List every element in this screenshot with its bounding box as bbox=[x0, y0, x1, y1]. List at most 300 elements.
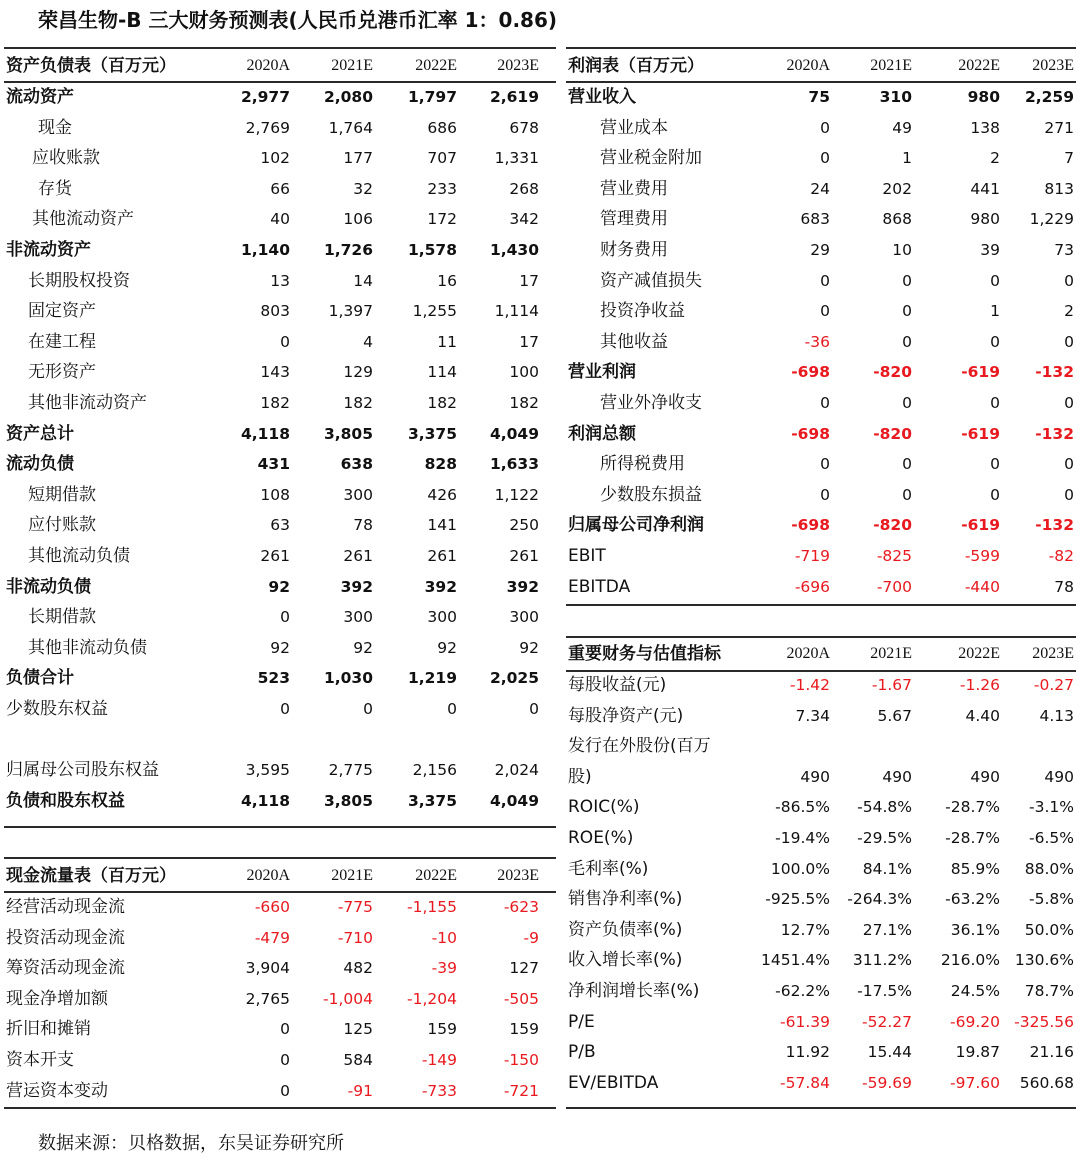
balance-cell: 686 bbox=[427, 118, 457, 137]
metrics-cell: -1.26 bbox=[959, 676, 1000, 694]
income-table-row bbox=[566, 419, 1078, 450]
balance-cell: 32 bbox=[353, 179, 373, 198]
income-cell: 0 bbox=[820, 455, 830, 474]
balance-cell: 2,156 bbox=[412, 761, 457, 780]
income-cell: 1 bbox=[990, 302, 1000, 321]
income-cell: 310 bbox=[879, 88, 912, 106]
metrics-year-header: 2020A bbox=[786, 645, 830, 662]
balance-cell: 177 bbox=[343, 149, 373, 168]
balance-row-label: 资产总计 bbox=[6, 423, 74, 444]
balance-cell: 1,255 bbox=[412, 302, 457, 321]
metrics-cell: -62.2% bbox=[775, 981, 830, 1000]
cashflow-cell: -721 bbox=[503, 1081, 539, 1100]
income-cell: 683 bbox=[800, 210, 830, 229]
income-cell: 0 bbox=[990, 332, 1000, 351]
balance-table-row bbox=[4, 174, 558, 205]
balance-cell: 250 bbox=[509, 516, 539, 535]
income-cell: 0 bbox=[1064, 393, 1074, 412]
balance-cell: 261 bbox=[509, 546, 539, 565]
metrics-cell: 4.13 bbox=[1039, 706, 1074, 725]
balance-row-label: 非流动负债 bbox=[6, 576, 91, 597]
balance-table-row bbox=[4, 724, 558, 755]
income-cell: -132 bbox=[1035, 424, 1074, 443]
balance-cell: 261 bbox=[427, 546, 457, 565]
balance-cell: 300 bbox=[427, 608, 457, 627]
cashflow-row-label: 投资活动现金流 bbox=[6, 927, 125, 948]
income-row-label: 营业外净收支 bbox=[600, 392, 702, 413]
balance-cell: 678 bbox=[509, 118, 539, 137]
balance-cell: 261 bbox=[260, 546, 290, 565]
balance-cell: 1,578 bbox=[407, 240, 457, 259]
balance-cell: 3,805 bbox=[323, 424, 373, 443]
balance-row-label: 长期借款 bbox=[28, 607, 96, 628]
metrics-cell: 5.67 bbox=[877, 706, 912, 725]
metrics-cell: -19.4% bbox=[775, 828, 830, 847]
balance-cell: 3,595 bbox=[245, 761, 290, 780]
income-header-label: 利润表（百万元） bbox=[568, 56, 704, 76]
metrics-row-label: 收入增长率(%) bbox=[568, 950, 683, 971]
income-year-header: 2022E bbox=[958, 57, 1000, 74]
income-cell: 10 bbox=[892, 240, 912, 259]
metrics-cell: -1.42 bbox=[789, 676, 830, 694]
balance-cell: 426 bbox=[427, 485, 457, 504]
balance-cell: 1,140 bbox=[240, 240, 290, 259]
cashflow-table-row bbox=[4, 953, 558, 984]
metrics-cell: 85.9% bbox=[950, 859, 1000, 878]
metrics-cell: 490 bbox=[800, 767, 830, 786]
cashflow-cell: -150 bbox=[503, 1050, 539, 1069]
cashflow-year-header: 2022E bbox=[415, 867, 457, 884]
income-row-label: 利润总额 bbox=[568, 423, 636, 444]
cashflow-row-label: 折旧和摊销 bbox=[6, 1019, 91, 1040]
balance-row-label: 负债合计 bbox=[6, 668, 74, 689]
income-table-row bbox=[566, 388, 1078, 419]
balance-cell: 2,619 bbox=[489, 88, 539, 106]
metrics-header-label: 重要财务与估值指标 bbox=[568, 644, 721, 664]
balance-cell: 2,977 bbox=[240, 88, 290, 106]
balance-cell: 4,049 bbox=[489, 791, 539, 810]
metrics-row-label: ROE(%) bbox=[568, 827, 634, 848]
balance-cell: 92 bbox=[268, 577, 290, 596]
income-row-label: 所得税费用 bbox=[600, 454, 685, 475]
balance-table-row bbox=[4, 602, 558, 633]
balance-cell: 17 bbox=[519, 332, 539, 351]
income-year-header: 2023E bbox=[1032, 57, 1074, 74]
income-cell: 0 bbox=[990, 485, 1000, 504]
income-table-row bbox=[566, 510, 1078, 541]
metrics-cell: -325.56 bbox=[1014, 1012, 1074, 1031]
metrics-row-label: ROIC(%) bbox=[568, 797, 640, 818]
income-table-row bbox=[566, 235, 1078, 266]
cashflow-cell: -623 bbox=[503, 898, 539, 916]
balance-cell: 1,797 bbox=[407, 88, 457, 106]
metrics-row-label: 发行在外股份(百万 bbox=[568, 736, 711, 757]
income-year-header: 2020A bbox=[786, 57, 830, 74]
income-cell: -619 bbox=[961, 516, 1000, 535]
balance-row-label: 负债和股东权益 bbox=[6, 790, 125, 811]
income-cell: 0 bbox=[990, 455, 1000, 474]
balance-cell: 0 bbox=[280, 699, 290, 718]
metrics-cell: -29.5% bbox=[857, 828, 912, 847]
data-source-note: 数据来源：贝格数据，东吴证券研究所 bbox=[38, 1133, 344, 1154]
balance-table-row bbox=[4, 388, 558, 419]
cashflow-cell: -710 bbox=[337, 928, 373, 947]
metrics-row-label: 每股收益(元) bbox=[568, 675, 667, 695]
cashflow-cell: 3,904 bbox=[245, 959, 290, 978]
cashflow-cell: -1,155 bbox=[407, 898, 457, 916]
balance-cell: 0 bbox=[280, 608, 290, 627]
income-cell: -825 bbox=[876, 546, 912, 565]
balance-row-label: 无形资产 bbox=[28, 362, 96, 383]
income-cell: -698 bbox=[791, 424, 830, 443]
metrics-cell: 490 bbox=[970, 767, 1000, 786]
balance-cell: 143 bbox=[260, 363, 290, 382]
balance-cell: 342 bbox=[509, 210, 539, 229]
income-cell: 0 bbox=[820, 271, 830, 290]
cashflow-cell: 584 bbox=[343, 1050, 373, 1069]
income-row-label: 少数股东损益 bbox=[600, 484, 702, 505]
income-table-row bbox=[566, 480, 1078, 511]
balance-row-label: 少数股东权益 bbox=[6, 698, 108, 719]
balance-row-label: 在建工程 bbox=[28, 331, 96, 352]
metrics-table-row bbox=[566, 701, 1078, 732]
cashflow-table-row bbox=[4, 892, 558, 923]
balance-cell: 92 bbox=[519, 638, 539, 657]
metrics-cell: -17.5% bbox=[857, 981, 912, 1000]
income-cell: -700 bbox=[876, 577, 912, 596]
metrics-table-row bbox=[566, 915, 1078, 946]
cashflow-cell: 482 bbox=[343, 959, 373, 978]
balance-cell: 1,726 bbox=[323, 240, 373, 259]
cash-flow-table bbox=[4, 860, 558, 1106]
metrics-cell: 311.2% bbox=[852, 951, 912, 970]
metrics-cell: -69.20 bbox=[950, 1012, 1000, 1031]
income-cell: 0 bbox=[1064, 455, 1074, 474]
income-cell: 868 bbox=[882, 210, 912, 229]
balance-cell: 2,775 bbox=[328, 761, 373, 780]
income-cell: 2 bbox=[990, 149, 1000, 168]
income-cell: 0 bbox=[990, 393, 1000, 412]
cashflow-bottom-rule bbox=[4, 1107, 556, 1109]
balance-cell: 129 bbox=[343, 363, 373, 382]
income-table-row bbox=[566, 174, 1078, 205]
balance-cell: 0 bbox=[280, 332, 290, 351]
balance-cell: 14 bbox=[353, 271, 373, 290]
cashflow-year-header: 2023E bbox=[497, 867, 539, 884]
balance-cell: 3,805 bbox=[323, 791, 373, 810]
balance-cell: 1,430 bbox=[489, 240, 539, 259]
metrics-cell: 130.6% bbox=[1014, 951, 1074, 970]
income-row-label: 财务费用 bbox=[600, 239, 668, 260]
income-row-label: 营业费用 bbox=[600, 178, 668, 199]
metrics-cell: -86.5% bbox=[775, 798, 830, 817]
income-cell: 24 bbox=[810, 179, 830, 198]
metrics-cell: -28.7% bbox=[945, 828, 1000, 847]
income-row-label: 归属母公司净利润 bbox=[568, 515, 704, 536]
balance-cell: 92 bbox=[270, 638, 290, 657]
balance-cell: 1,114 bbox=[494, 302, 539, 321]
balance-cell: 78 bbox=[353, 516, 373, 535]
metrics-cell: 1451.4% bbox=[761, 951, 830, 970]
cashflow-header-label: 现金流量表（百万元） bbox=[6, 866, 176, 886]
balance-cell: 4,118 bbox=[240, 791, 290, 810]
balance-header-label: 资产负债表（百万元） bbox=[6, 56, 176, 76]
balance-year-header: 2022E bbox=[415, 57, 457, 74]
cashflow-header-row bbox=[4, 860, 558, 892]
income-cell: -619 bbox=[961, 363, 1000, 382]
cashflow-year-header: 2021E bbox=[331, 867, 373, 884]
balance-table-row bbox=[4, 327, 558, 358]
balance-cell: 828 bbox=[424, 455, 457, 474]
metrics-cell: -1.67 bbox=[871, 676, 912, 694]
income-bottom-rule bbox=[566, 604, 1076, 606]
metrics-table-row bbox=[566, 670, 1078, 701]
balance-row-label: 流动负债 bbox=[6, 454, 74, 475]
balance-cell: 182 bbox=[509, 393, 539, 412]
balance-cell: 106 bbox=[343, 210, 373, 229]
income-table-row bbox=[566, 541, 1078, 572]
balance-cell: 17 bbox=[519, 271, 539, 290]
cashflow-cell: -10 bbox=[431, 928, 457, 947]
income-cell: -82 bbox=[1048, 546, 1074, 565]
metrics-top-rule bbox=[566, 636, 1076, 638]
balance-cell: 523 bbox=[257, 669, 290, 688]
balance-cell: 4,118 bbox=[240, 424, 290, 443]
metrics-header-rule bbox=[566, 670, 1076, 672]
cashflow-table-row bbox=[4, 1045, 558, 1076]
balance-cell: 100 bbox=[509, 363, 539, 382]
balance-sheet-table bbox=[4, 50, 558, 816]
balance-row-label: 存货 bbox=[38, 178, 72, 199]
metrics-cell: 560.68 bbox=[1019, 1073, 1074, 1092]
balance-cell: 3,375 bbox=[407, 424, 457, 443]
metrics-cell: 7.34 bbox=[795, 706, 830, 725]
balance-cell: 63 bbox=[270, 516, 290, 535]
metrics-table-row bbox=[566, 976, 1078, 1007]
income-cell: -820 bbox=[873, 363, 912, 382]
balance-cell: 182 bbox=[427, 393, 457, 412]
cashflow-cell: -660 bbox=[254, 898, 290, 916]
income-statement-table bbox=[566, 50, 1078, 602]
income-cell: 49 bbox=[892, 118, 912, 137]
metrics-header-row bbox=[566, 638, 1078, 670]
balance-cell: 114 bbox=[427, 363, 457, 382]
metrics-table-row bbox=[566, 1037, 1078, 1068]
income-cell: 0 bbox=[820, 149, 830, 168]
cashflow-table-row bbox=[4, 1076, 558, 1107]
balance-header-rule bbox=[4, 81, 556, 83]
cashflow-cell: 159 bbox=[509, 1020, 539, 1039]
cashflow-cell: -91 bbox=[347, 1081, 373, 1100]
cashflow-table-row bbox=[4, 1014, 558, 1045]
balance-cell: 141 bbox=[427, 516, 457, 535]
balance-table-row bbox=[4, 113, 558, 144]
income-cell: 271 bbox=[1044, 118, 1074, 137]
balance-row-label: 现金 bbox=[38, 117, 72, 138]
metrics-cell: -57.84 bbox=[780, 1073, 830, 1092]
balance-cell: 182 bbox=[343, 393, 373, 412]
income-table-row bbox=[566, 449, 1078, 480]
income-table-row bbox=[566, 204, 1078, 235]
cashflow-header-rule bbox=[4, 891, 556, 893]
income-cell: 7 bbox=[1064, 149, 1074, 168]
income-row-label: 营业利润 bbox=[568, 362, 636, 383]
balance-row-label: 非流动资产 bbox=[6, 239, 91, 260]
balance-cell: 803 bbox=[260, 302, 290, 321]
balance-row-label: 其他非流动负债 bbox=[28, 637, 147, 658]
income-table-row bbox=[566, 113, 1078, 144]
income-cell: 0 bbox=[902, 271, 912, 290]
balance-cell: 11 bbox=[437, 332, 457, 351]
income-header-rule bbox=[566, 81, 1076, 83]
metrics-row-label: EV/EBITDA bbox=[568, 1072, 659, 1093]
metrics-table-row bbox=[566, 762, 1078, 793]
metrics-table-row bbox=[566, 731, 1078, 762]
income-cell: 0 bbox=[820, 485, 830, 504]
metrics-cell: -54.8% bbox=[857, 798, 912, 817]
balance-cell: 300 bbox=[343, 608, 373, 627]
balance-cell: 392 bbox=[424, 577, 457, 596]
cashflow-cell: -775 bbox=[337, 898, 373, 916]
income-table-row bbox=[566, 327, 1078, 358]
balance-table-row bbox=[4, 510, 558, 541]
income-cell: 39 bbox=[980, 240, 1000, 259]
income-cell: 0 bbox=[902, 455, 912, 474]
metrics-year-header: 2022E bbox=[958, 645, 1000, 662]
balance-table-row bbox=[4, 143, 558, 174]
income-cell: -132 bbox=[1035, 363, 1074, 382]
metrics-table-row bbox=[566, 884, 1078, 915]
cashflow-row-label: 营运资本变动 bbox=[6, 1080, 108, 1101]
income-cell: 1,229 bbox=[1029, 210, 1074, 229]
cashflow-cell: 0 bbox=[280, 1081, 290, 1100]
income-cell: 2,259 bbox=[1024, 88, 1074, 106]
balance-cell: 102 bbox=[260, 149, 290, 168]
income-cell: -820 bbox=[873, 516, 912, 535]
balance-table-row bbox=[4, 572, 558, 603]
balance-cell: 2,025 bbox=[489, 669, 539, 688]
metrics-table-row bbox=[566, 945, 1078, 976]
metrics-cell: 490 bbox=[1044, 767, 1074, 786]
income-row-label: 营业成本 bbox=[600, 117, 668, 138]
income-cell: 813 bbox=[1044, 179, 1074, 198]
balance-year-header: 2023E bbox=[497, 57, 539, 74]
metrics-cell: 27.1% bbox=[862, 920, 912, 939]
income-cell: 0 bbox=[1064, 332, 1074, 351]
metrics-cell: -61.39 bbox=[780, 1012, 830, 1031]
balance-cell: 16 bbox=[437, 271, 457, 290]
income-table-row bbox=[566, 266, 1078, 297]
metrics-cell: 4.40 bbox=[965, 706, 1000, 725]
metrics-cell: 84.1% bbox=[862, 859, 912, 878]
balance-table-row bbox=[4, 204, 558, 235]
balance-cell: 0 bbox=[447, 699, 457, 718]
cashflow-row-label: 资本开支 bbox=[6, 1049, 74, 1070]
balance-cell: 108 bbox=[260, 485, 290, 504]
metrics-row-label: 股) bbox=[568, 766, 592, 787]
balance-table-row bbox=[4, 266, 558, 297]
balance-cell: 2,080 bbox=[323, 88, 373, 106]
balance-row-label: 长期股权投资 bbox=[28, 270, 130, 291]
balance-cell: 4,049 bbox=[489, 424, 539, 443]
balance-cell: 172 bbox=[427, 210, 457, 229]
income-cell: 2 bbox=[1064, 302, 1074, 321]
balance-cell: 1,030 bbox=[323, 669, 373, 688]
metrics-cell: 490 bbox=[882, 767, 912, 786]
balance-row-label: 归属母公司股东权益 bbox=[6, 760, 159, 781]
income-cell: -619 bbox=[961, 424, 1000, 443]
balance-table-row bbox=[4, 296, 558, 327]
balance-row-label: 固定资产 bbox=[28, 301, 96, 322]
metrics-cell: -63.2% bbox=[945, 890, 1000, 909]
metrics-cell: 12.7% bbox=[780, 920, 830, 939]
cashflow-row-label: 筹资活动现金流 bbox=[6, 958, 125, 979]
metrics-cell: -264.3% bbox=[847, 890, 912, 909]
income-cell: -132 bbox=[1035, 516, 1074, 535]
balance-table-row bbox=[4, 755, 558, 786]
metrics-table-row bbox=[566, 1068, 1078, 1099]
metrics-cell: 78.7% bbox=[1024, 981, 1074, 1000]
income-cell: 0 bbox=[820, 118, 830, 137]
metrics-cell: 15.44 bbox=[867, 1043, 912, 1062]
income-cell: 441 bbox=[970, 179, 1000, 198]
balance-table-row bbox=[4, 480, 558, 511]
balance-cell: 4 bbox=[363, 332, 373, 351]
balance-bottom-rule bbox=[4, 826, 556, 828]
income-table-row bbox=[566, 572, 1078, 603]
income-row-label: EBITDA bbox=[568, 576, 631, 597]
financial-metrics-table bbox=[566, 638, 1078, 1098]
balance-cell: 1,219 bbox=[407, 669, 457, 688]
balance-cell: 3,375 bbox=[407, 791, 457, 810]
metrics-cell: -6.5% bbox=[1029, 828, 1074, 847]
cashflow-cell: -479 bbox=[254, 928, 290, 947]
cashflow-cell: 0 bbox=[280, 1020, 290, 1039]
balance-cell: 2,769 bbox=[245, 118, 290, 137]
balance-row-label: 其他非流动资产 bbox=[28, 392, 147, 413]
metrics-cell: -925.5% bbox=[765, 890, 830, 909]
balance-cell: 0 bbox=[529, 699, 539, 718]
income-cell: -599 bbox=[964, 546, 1000, 565]
balance-cell: 1,633 bbox=[489, 455, 539, 474]
cashflow-cell: -1,004 bbox=[323, 989, 373, 1008]
income-cell: 0 bbox=[820, 302, 830, 321]
metrics-row-label: P/B bbox=[568, 1042, 596, 1063]
metrics-cell: 11.92 bbox=[785, 1043, 830, 1062]
metrics-table-row bbox=[566, 854, 1078, 885]
metrics-table-row bbox=[566, 792, 1078, 823]
income-row-label: 资产减值损失 bbox=[600, 270, 702, 291]
balance-table-row bbox=[4, 694, 558, 725]
balance-cell: 233 bbox=[427, 179, 457, 198]
cashflow-cell: 127 bbox=[509, 959, 539, 978]
cashflow-table-row bbox=[4, 923, 558, 954]
balance-table-row bbox=[4, 235, 558, 266]
balance-table-row bbox=[4, 419, 558, 450]
metrics-row-label: 净利润增长率(%) bbox=[568, 980, 700, 1001]
metrics-cell: -52.27 bbox=[862, 1012, 912, 1031]
metrics-row-label: 毛利率(%) bbox=[568, 858, 649, 879]
balance-row-label: 应付账款 bbox=[28, 515, 96, 536]
balance-cell: 392 bbox=[506, 577, 539, 596]
cashflow-cell: -733 bbox=[421, 1081, 457, 1100]
income-row-label: 投资净收益 bbox=[600, 301, 685, 322]
metrics-cell: 21.16 bbox=[1029, 1043, 1074, 1062]
metrics-row-label: 资产负债率(%) bbox=[568, 919, 683, 940]
metrics-table-row bbox=[566, 1007, 1078, 1038]
metrics-bottom-rule bbox=[566, 1107, 1076, 1109]
page-title: 荣昌生物-B 三大财务预测表(人民币兑港币汇率 1：0.86) bbox=[38, 8, 558, 32]
